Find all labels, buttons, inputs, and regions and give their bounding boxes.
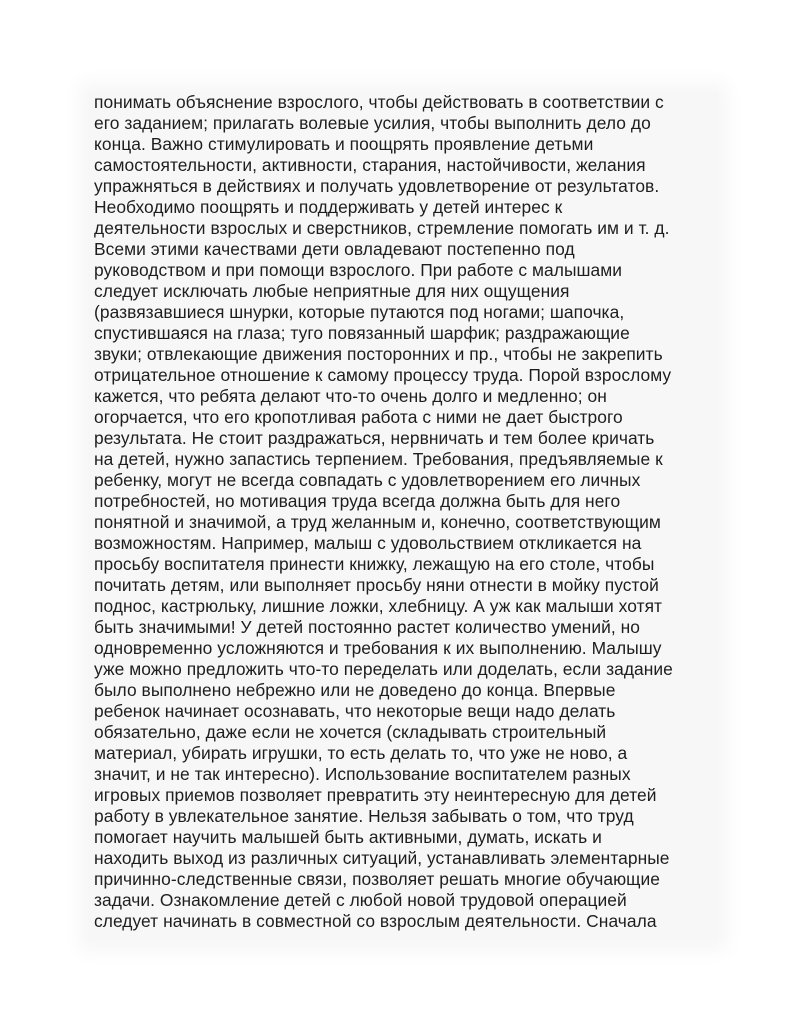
text-line: самостоятельности, активности, старания, настойчивости, желания: [94, 155, 646, 175]
text-line: руководством и при помощи взрослого. При работе с малышами: [94, 260, 622, 280]
text-line: просьбу воспитателя принести книжку, лежащую на его столе, чтобы: [94, 554, 655, 574]
text-line: материал, убирать игрушки, то есть делать то, что уже не ново, а: [94, 743, 628, 763]
text-block: [88, 92, 718, 942]
text-line: Всеми этими качествами дети овладевают постепенно под: [94, 239, 575, 259]
text-line: следует начинать в совместной со взрослым деятельности. Сначала: [94, 911, 657, 931]
text-line: причинно-следственные связи, позволяет решать многие обучающие: [94, 869, 661, 889]
text-line: быть значимыми! У детей постоянно растет количество умений, но: [94, 617, 641, 637]
text-line: его заданием; прилагать волевые усилия, чтобы выполнить дело до: [94, 113, 651, 133]
text-line: обязательно, даже если не хочется (складывать строительный: [94, 722, 607, 742]
text-line: уже можно предложить что-то переделать или доделать, если задание: [94, 659, 673, 679]
text-line: поднос, кастрюльку, лишние ложки, хлебницу. А уж как малыши хотят: [94, 596, 663, 616]
text-line: кажется, что ребята делают что-то очень долго и медленно; он: [94, 386, 607, 406]
text-line: понимать объяснение взрослого, чтобы действовать в соответствии с: [94, 92, 664, 112]
text-line: звуки; отвлекающие движения посторонних и пр., чтобы не закрепить: [94, 344, 663, 364]
text-line: почитать детям, или выполняет просьбу няни отнести в мойку пустой: [94, 575, 659, 595]
text-line: находить выход из различных ситуаций, устанавливать элементарные: [94, 848, 670, 868]
text-line: задачи. Ознакомление детей с любой новой трудовой операцией: [94, 890, 627, 910]
text-line: спустившаяся на глаза; туго повязанный шарфик; раздражающие: [94, 323, 630, 343]
text-line: деятельности взрослых и сверстников, стремление помогать им и т. д.: [94, 218, 670, 238]
text-line: ребенку, могут не всегда совпадать с удовлетворением его личных: [94, 470, 641, 490]
text-line: на детей, нужно запастись терпением. Требования, предъявляемые к: [94, 449, 663, 469]
text-line: было выполнено небрежно или не доведено до конца. Впервые: [94, 680, 616, 700]
text-line: возможностям. Например, малыш с удовольствием откликается на: [94, 533, 642, 553]
text-line: огорчается, что его кропотливая работа с ними не дает быстрого: [94, 407, 623, 427]
text-line: (развязавшиеся шнурки, которые путаются под ногами; шапочка,: [94, 302, 625, 322]
text-line: ребенок начинает осознавать, что некоторые вещи надо делать: [94, 701, 616, 721]
text-line: значит, и не так интересно). Использование воспитателем разных: [94, 764, 631, 784]
text-line: Необходимо поощрять и поддерживать у детей интерес к: [94, 197, 563, 217]
text-line: понятной и значимой, а труд желанным и, конечно, соответствующим: [94, 512, 661, 532]
text-line: результата. Не стоит раздражаться, нервничать и тем более кричать: [94, 428, 655, 448]
text-line: помогает научить малышей быть активными, думать, искать и: [94, 827, 602, 847]
text-line: отрицательное отношение к самому процессу труда. Порой взрослому: [94, 365, 672, 385]
text-line: следует исключать любые неприятные для них ощущения: [94, 281, 570, 301]
text-line: упражняться в действиях и получать удовлетворение от результатов.: [94, 176, 660, 196]
text-line: одновременно усложняются и требования к их выполнению. Малышу: [94, 638, 662, 658]
text-line: работу в увлекательное занятие. Нельзя забывать о том, что труд: [94, 806, 634, 826]
text-line: игровых приемов позволяет превратить эту неинтересную для детей: [94, 785, 657, 805]
text-line: потребностей, но мотивация труда всегда должна быть для него: [94, 491, 621, 511]
text-line: конца. Важно стимулировать и поощрять проявление детьми: [94, 134, 594, 154]
